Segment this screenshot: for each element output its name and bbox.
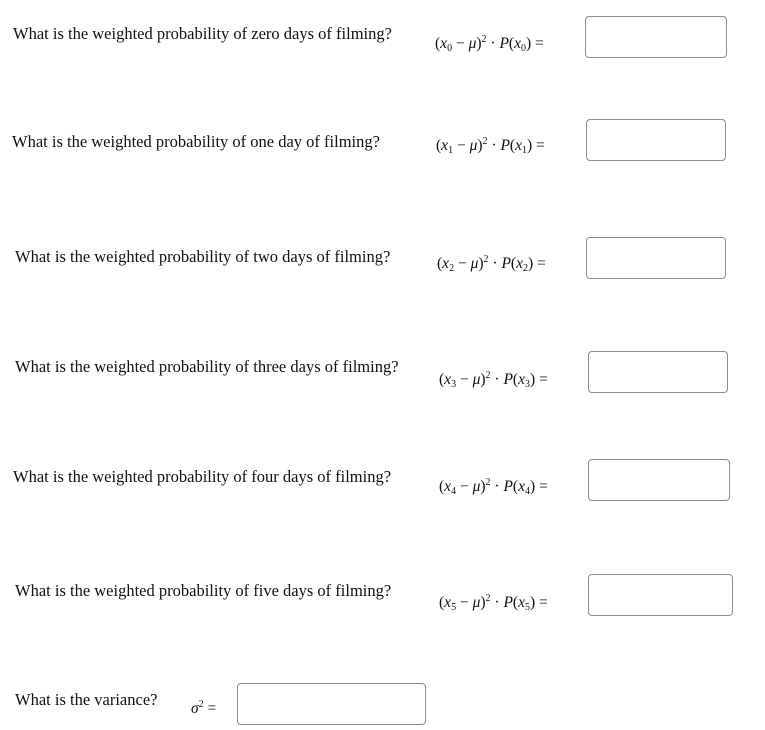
- question-row-four: [0, 459, 765, 503]
- answer-input-zero-days[interactable]: [585, 16, 727, 58]
- answer-input-one-day[interactable]: [586, 119, 726, 161]
- question-text: What is the weighted probability of four days of filming?: [13, 467, 392, 486]
- variance-row: [0, 683, 765, 727]
- subscript: 0: [520, 43, 526, 54]
- subscript: 2: [449, 263, 455, 274]
- question-text: What is the weighted probability of zero days of filming?: [13, 24, 392, 43]
- formula: $(x_1 - \mu)^2 \cdot P(x_1)$ =: [436, 136, 545, 156]
- question-text: What is the weighted probability of five days of filming?: [15, 581, 392, 600]
- subscript: 1: [448, 145, 454, 156]
- subscript: 1: [521, 145, 527, 156]
- subscript: 3: [451, 379, 457, 390]
- subscript: 3: [524, 379, 530, 390]
- question-text: What is the weighted probability of three days of filming?: [15, 357, 399, 376]
- subscript: 4: [451, 486, 457, 497]
- variance-formula: $\sigma^2$ =: [191, 699, 217, 717]
- question-text: What is the weighted probability of one day of filming?: [12, 132, 380, 151]
- question-text: What is the weighted probability of two days of filming?: [15, 247, 391, 266]
- question-row-three: [0, 351, 765, 395]
- question-row-one: [0, 119, 765, 163]
- variance-input[interactable]: [237, 683, 426, 725]
- subscript: 5: [451, 602, 457, 613]
- subscript: 5: [524, 602, 530, 613]
- variance-question-text: What is the variance?: [15, 690, 158, 709]
- answer-input-five-days[interactable]: [588, 574, 733, 616]
- answer-input-three-days[interactable]: [588, 351, 728, 393]
- formula: $(x_5 - \mu)^2 \cdot P(x_5)$ =: [439, 593, 548, 613]
- answer-input-two-days[interactable]: [586, 237, 726, 279]
- question-row-two: [0, 237, 765, 281]
- subscript: 4: [524, 486, 530, 497]
- question-row-zero: [0, 16, 765, 60]
- question-row-five: [0, 574, 765, 618]
- answer-input-four-days[interactable]: [588, 459, 730, 501]
- formula: $(x_2 - \mu)^2 \cdot P(x_2)$ =: [437, 254, 546, 274]
- formula: $(x_4 - \mu)^2 \cdot P(x_4)$ =: [439, 477, 548, 497]
- subscript: 0: [447, 43, 453, 54]
- formula: $(x_0 - \mu)^2 \cdot P(x_0)$ =: [435, 34, 544, 54]
- subscript: 2: [522, 263, 528, 274]
- formula: $(x_3 - \mu)^2 \cdot P(x_3)$ =: [439, 370, 548, 390]
